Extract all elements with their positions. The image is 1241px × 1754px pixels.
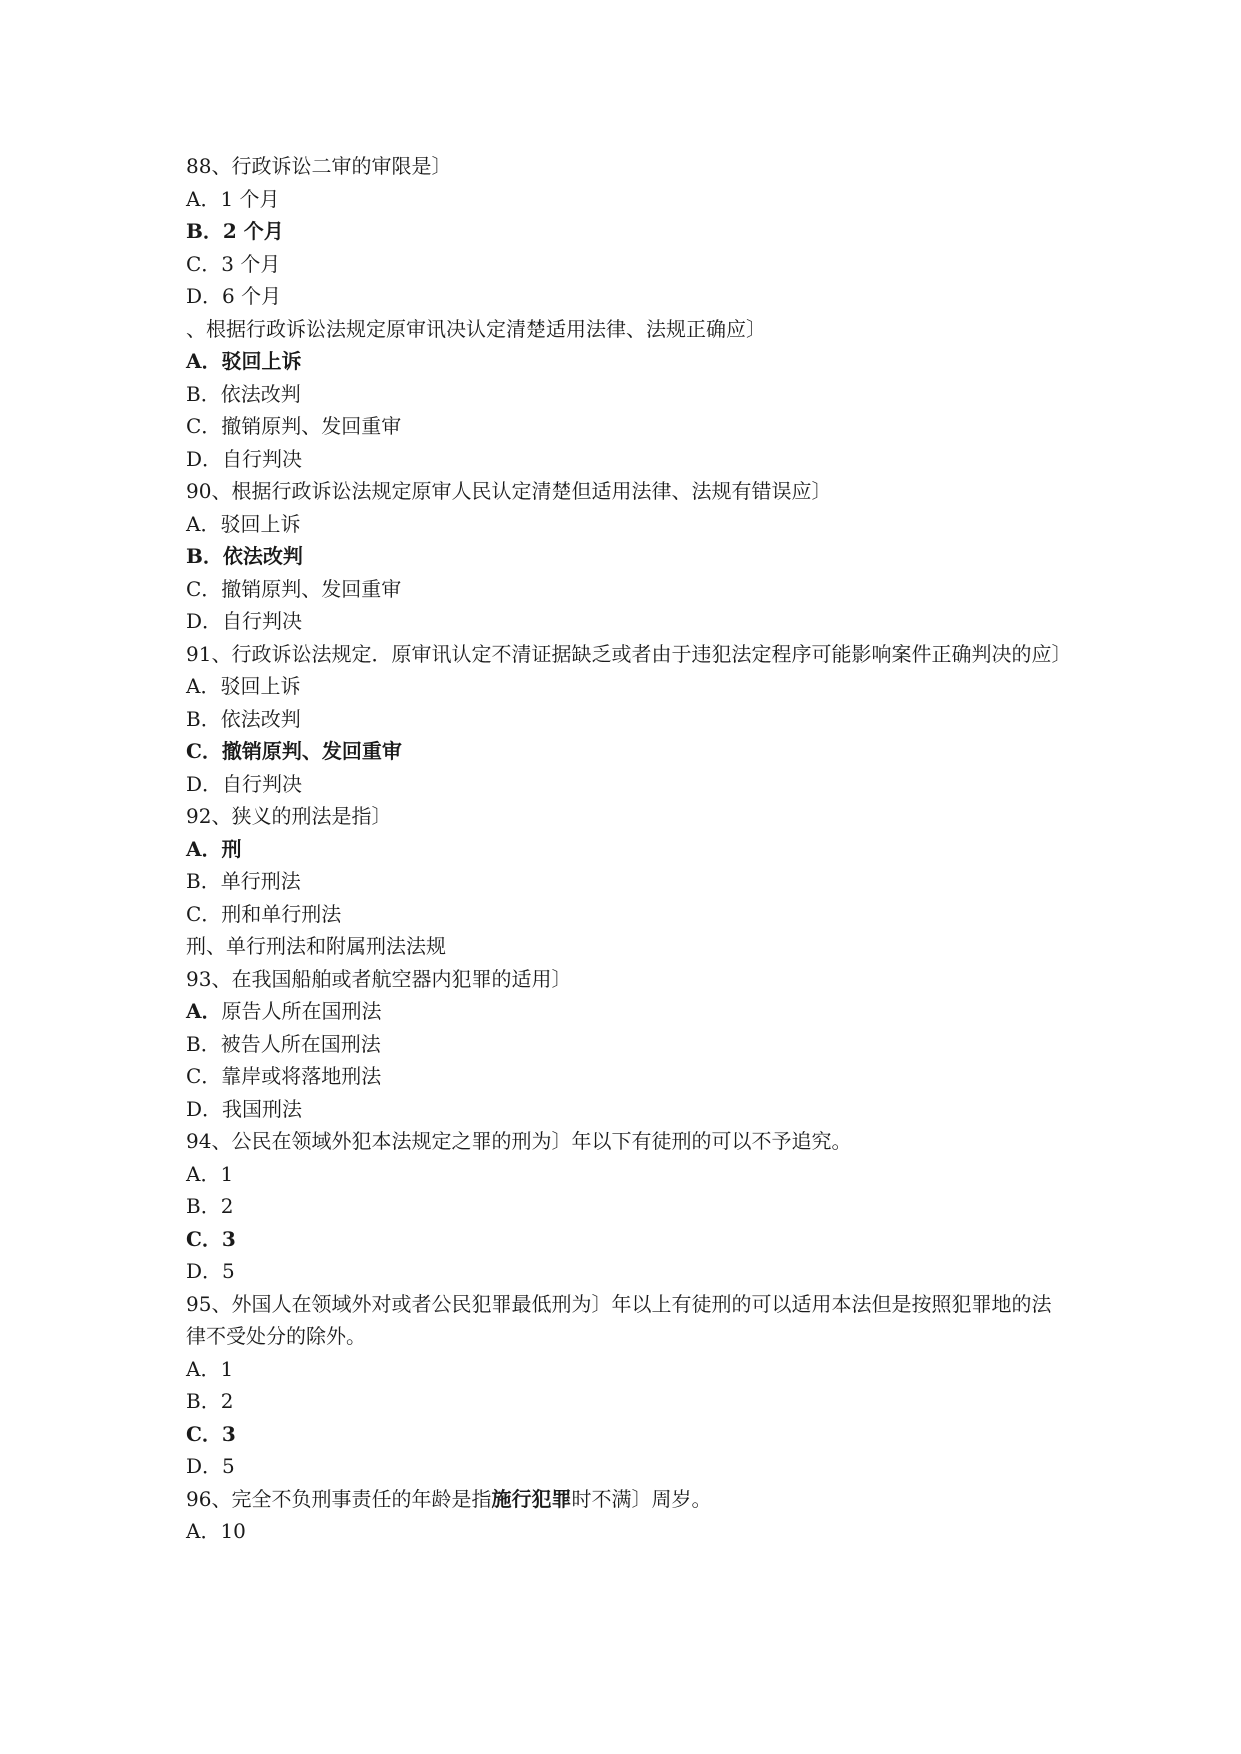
- option-d: D．自行判决: [186, 446, 303, 471]
- question-90: 90、根据行政诉讼法规定原审人民认定清楚但适用法律、法规有错误应〕: [186, 479, 832, 503]
- option-c: C．撤销原判、发回重审: [186, 414, 402, 438]
- option-b-answer: B．2 个月: [186, 219, 284, 243]
- option-d: D．自行判决: [186, 609, 303, 633]
- document-page: [186, 150, 1072, 1548]
- option-b: B．2: [186, 1389, 234, 1413]
- option-c: C．撤销原判、发回重审: [186, 576, 402, 601]
- question-91: 91、行政诉讼法规定．原审讯认定不清证据缺乏或者由于违犯法定程序可能影响案件正确判决的应〕: [186, 641, 1072, 666]
- option-c-answer: C．撤销原判、发回重审: [186, 739, 402, 763]
- option-b-answer: B．依法改判: [186, 544, 303, 568]
- question-93: 93、在我国船舶或者航空器内犯罪的适用〕: [186, 966, 572, 991]
- option-a-letter: A．: [186, 999, 222, 1023]
- option-a: A．驳回上诉: [186, 511, 301, 536]
- question-88: 88、行政诉讼二审的审限是〕: [186, 154, 452, 178]
- option-a: [186, 995, 1066, 1028]
- option-a: A．1 个月: [186, 186, 280, 211]
- option-d: D．5: [186, 1454, 235, 1478]
- option-d: D．自行判决: [186, 771, 303, 796]
- option-b: B．依法改判: [186, 381, 301, 406]
- question-94: 94、公民在领域外犯本法规定之罪的刑为〕年以下有徒刑的可以不予追究。: [186, 1129, 852, 1153]
- question-92: 92、狭义的刑法是指〕: [186, 804, 392, 828]
- option-a-text: 原告人所在国刑法: [221, 999, 382, 1023]
- option-a: A．1: [186, 1161, 234, 1186]
- option-c-answer: C．3: [186, 1421, 236, 1446]
- option-b: B．单行刑法: [186, 869, 301, 893]
- option-c: C．靠岸或将落地刑法: [186, 1064, 382, 1088]
- question-96-bold: 施行犯罪: [491, 1486, 572, 1511]
- option-b: B．依法改判: [186, 706, 301, 731]
- option-b: B．2: [186, 1194, 234, 1218]
- option-d: D．我国刑法: [186, 1096, 303, 1121]
- option-c-answer: C．3: [186, 1226, 236, 1251]
- question-95: 95、外国人在领域外对或者公民犯罪最低刑为〕年以上有徒刑的可以适用本法但是按照犯罪地的法律不受处分的除外。: [186, 1291, 1052, 1348]
- option-b: B．被告人所在国刑法: [186, 1031, 381, 1056]
- option-c: C．刑和单行刑法: [186, 901, 342, 926]
- question-96: [186, 1483, 1066, 1516]
- option-a-answer: A．驳回上诉: [186, 349, 302, 373]
- option-c: C．3 个月: [186, 251, 281, 276]
- option-a: A．驳回上诉: [186, 674, 301, 698]
- option-d: D．6 个月: [186, 284, 282, 308]
- question-96-pre: 96、完全不负刑事责任的年龄是指: [186, 1486, 492, 1511]
- option-d: D．5: [186, 1259, 235, 1283]
- question-96-post: 时不满〕周岁。: [571, 1486, 712, 1511]
- option-a-answer: A．刑: [186, 836, 242, 861]
- option-a: A．1: [186, 1356, 234, 1381]
- option-a: A．10: [186, 1519, 246, 1543]
- question-89: 、根据行政诉讼法规定原审讯决认定清楚适用法律、法规正确应〕: [186, 316, 766, 341]
- option-d: 刑、单行刑法和附属刑法法规: [186, 934, 446, 958]
